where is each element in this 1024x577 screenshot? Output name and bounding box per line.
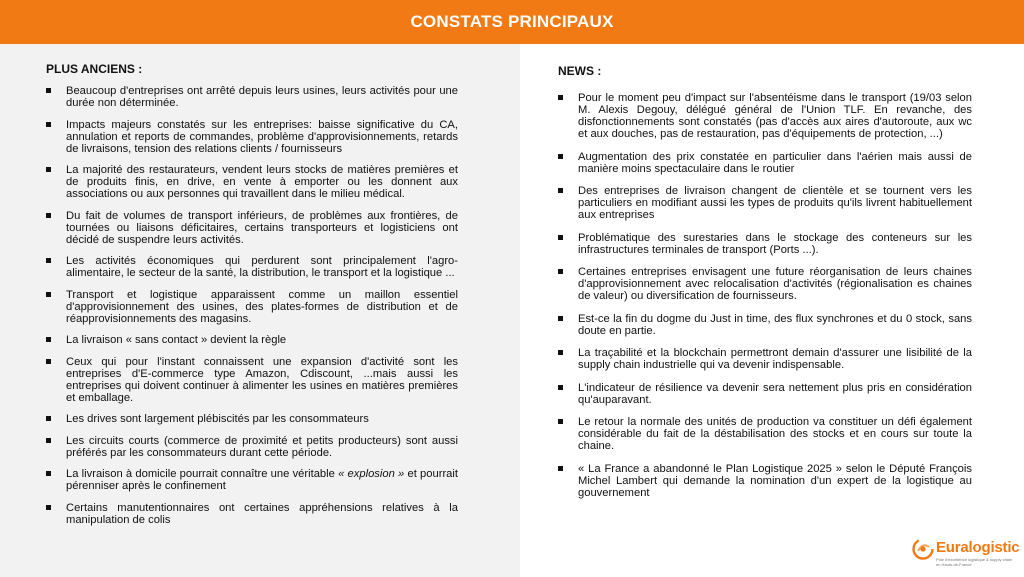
list-item bbox=[558, 232, 972, 256]
list-item bbox=[46, 210, 458, 246]
news-column bbox=[520, 44, 1024, 577]
list-item bbox=[558, 347, 972, 371]
page-title: CONSTATS PRINCIPAUX bbox=[410, 12, 614, 31]
square-bullet-icon bbox=[46, 359, 51, 364]
square-bullet-icon bbox=[558, 269, 563, 274]
list-item bbox=[558, 313, 972, 337]
list-item bbox=[558, 416, 972, 452]
older-findings-title: PLUS ANCIENS : bbox=[46, 62, 143, 76]
euralogistic-logo bbox=[912, 536, 1020, 572]
square-bullet-icon bbox=[558, 350, 563, 355]
square-bullet-icon bbox=[558, 419, 563, 424]
square-bullet-icon bbox=[46, 416, 51, 421]
list-item-text: « La France a abandonné le Plan Logistique 2025 » selon le Député François Michel Lambert qui demande la nomination d'un expert de la logistique au gouvernement bbox=[578, 462, 972, 499]
list-item-text: La majorité des restaurateurs, vendent leurs stocks de matières premières et de produits finis, en drive, en vente à emporter ou les donnent aux associations ou aux personnes qui travaillent dans le milieu médical. bbox=[66, 164, 458, 200]
list-item bbox=[558, 185, 972, 221]
list-item-text: L'indicateur de résilience va devenir sera nettement plus pris en considération qu'auparavant. bbox=[578, 381, 972, 406]
square-bullet-icon bbox=[558, 235, 563, 240]
square-bullet-icon bbox=[46, 505, 51, 510]
list-item-text: Certaines entreprises envisagent une future réorganisation de leurs chaines d'approvisionnement avec relocalisation d'activités (régionalisation es chaines de valeur) ou diversification de fournisseurs. bbox=[578, 266, 972, 302]
list-item bbox=[558, 92, 972, 140]
list-item-text-before: La livraison à domicile pourrait connaître une véritable bbox=[66, 468, 339, 480]
list-item-emphasis: « explosion » bbox=[338, 468, 405, 480]
logo-name: Euralogistic bbox=[936, 539, 1020, 556]
square-bullet-icon bbox=[46, 258, 51, 263]
square-bullet-icon bbox=[46, 438, 51, 443]
news-list bbox=[558, 92, 972, 499]
square-bullet-icon bbox=[46, 292, 51, 297]
list-item bbox=[46, 334, 458, 346]
list-item bbox=[46, 164, 458, 200]
list-item-text: La livraison « sans contact » devient la règle bbox=[66, 334, 287, 346]
list-item bbox=[558, 382, 972, 406]
list-item-text: Du fait de volumes de transport inférieurs, de problèmes aux frontières, de tournées ou liaisons déficitaires, certains transporteurs et logisticiens ont décidé de suspendre leurs activités. bbox=[66, 209, 458, 246]
news-title: NEWS : bbox=[558, 64, 602, 78]
list-item bbox=[46, 356, 458, 404]
page-header bbox=[0, 0, 1024, 44]
list-item-text: Est-ce la fin du dogme du Just in time, des flux synchrones et du 0 stock, sans doute en partie. bbox=[578, 312, 972, 337]
square-bullet-icon bbox=[46, 337, 51, 342]
square-bullet-icon bbox=[46, 471, 51, 476]
list-item bbox=[46, 413, 458, 425]
list-item-text: Des entreprises de livraison changent de clientèle et se tournent vers les particuliers en modifiant aussi les types de produits qu'ils livrent habituellement aux entreprises bbox=[578, 185, 972, 221]
square-bullet-icon bbox=[46, 88, 51, 93]
list-item bbox=[558, 151, 972, 175]
logo-tagline: Pôle d'excellence logistique & supply chain en Hauts-de-France bbox=[936, 557, 1013, 567]
list-item-text: Impacts majeurs constatés sur les entreprises: baisse significative du CA, annulation et reports de commandes, problème d'approvisionnements, retards de livraisons, tension des relations clients / fournisseurs bbox=[66, 118, 458, 155]
list-item-text: Le retour la normale des unités de production va constituer un défi également considérable du fait de la déstabilisation des stocks et en cours sur toute la chaine. bbox=[578, 416, 972, 452]
list-item-text: Les drives sont largement plébiscités par les consommateurs bbox=[66, 413, 369, 425]
euralogistic-logo-icon bbox=[912, 538, 934, 560]
list-item-text: Les circuits courts (commerce de proximité et petits producteurs) sont aussi préférés par les consommateurs durant cette période. bbox=[66, 434, 458, 459]
square-bullet-icon bbox=[558, 154, 563, 159]
list-item bbox=[46, 502, 458, 526]
list-item bbox=[46, 468, 458, 492]
list-item bbox=[558, 463, 972, 499]
list-item-text: Augmentation des prix constatée en particulier dans l'aérien mais aussi de manière moins spectaculaire dans le routier bbox=[578, 150, 972, 175]
list-item bbox=[46, 85, 458, 109]
square-bullet-icon bbox=[558, 316, 563, 321]
older-findings-list bbox=[46, 85, 458, 526]
list-item bbox=[46, 119, 458, 155]
list-item-text: Transport et logistique apparaissent comme un maillon essentiel d'approvisionnement des usines, des plates-formes de distribution et de réapprovisionnements des magasins. bbox=[66, 288, 458, 325]
list-item-text: Les activités économiques qui perdurent sont principalement l'agro-alimentaire, le secteur de la santé, la distribution, le transport et la logistique ... bbox=[66, 255, 458, 279]
list-item-text: Ceux qui pour l'instant connaissent une expansion d'activité sont les entreprises d'E-commerce type Amazon, Cdiscount, ...mais aussi les entreprises qui doivent continuer à alimenter les usines en matières premières et emballage. bbox=[66, 355, 458, 404]
square-bullet-icon bbox=[46, 167, 51, 172]
square-bullet-icon bbox=[46, 122, 51, 127]
list-item-text-after: et pourrait pérenniser après le confinement bbox=[66, 468, 458, 492]
list-item-text: Problématique des surestaries dans le stockage des conteneurs sur les infrastructures terminales de transport (Ports ...). bbox=[578, 231, 972, 256]
square-bullet-icon bbox=[558, 95, 563, 100]
list-item bbox=[46, 435, 458, 459]
square-bullet-icon bbox=[46, 213, 51, 218]
list-item-text: Certains manutentionnaires ont certaines appréhensions relatives à la manipulation de colis bbox=[66, 501, 458, 526]
list-item-text: La traçabilité et la blockchain permettront demain d'assurer une lisibilité de la supply chain industrielle qui va devenir indispensable. bbox=[578, 347, 972, 371]
square-bullet-icon bbox=[558, 188, 563, 193]
list-item bbox=[46, 289, 458, 325]
list-item bbox=[46, 255, 458, 279]
square-bullet-icon bbox=[558, 385, 563, 390]
list-item-text: Pour le moment peu d'impact sur l'absentéisme dans le transport (19/03 selon M. Alexis Degouy, délégué général de l'Union TLF. En revanche, des disfonctionnements sont constatés (pas d'accès aux aires d'autoroute, aux wc et aux douches, pas de restauration, pas d'équipements de protection, ...) bbox=[578, 92, 972, 140]
square-bullet-icon bbox=[558, 466, 563, 471]
older-findings-column bbox=[0, 44, 520, 577]
list-item-text: Beaucoup d'entreprises ont arrêté depuis leurs usines, leurs activités pour une durée non déterminée. bbox=[66, 85, 458, 109]
list-item bbox=[558, 266, 972, 302]
